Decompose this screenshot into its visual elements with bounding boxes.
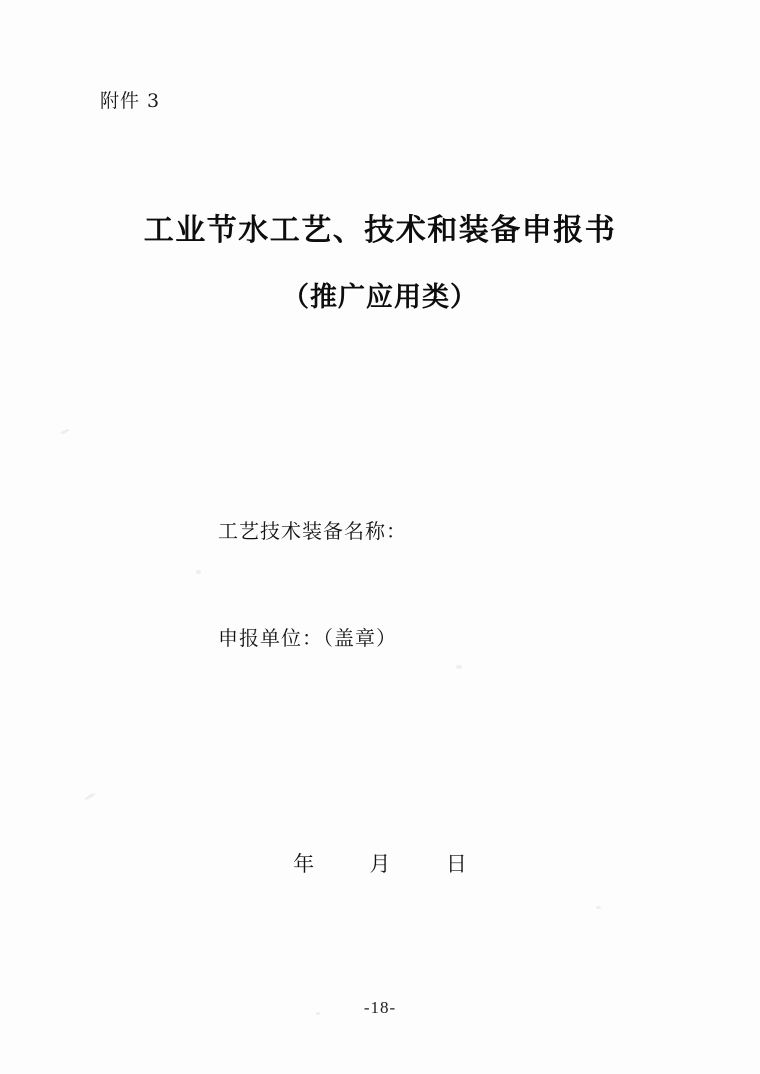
field-technology-name-label: 工艺技术装备名称： xyxy=(218,519,407,543)
page-subtitle: （推广应用类） xyxy=(282,282,478,313)
page-number: -18- xyxy=(363,998,397,1017)
date-month-label: 月 xyxy=(369,852,391,876)
scan-artifact xyxy=(456,665,462,669)
scan-artifact xyxy=(84,792,96,801)
date-line xyxy=(0,848,760,878)
scan-artifact xyxy=(60,428,70,435)
scan-artifact xyxy=(196,570,201,574)
scan-artifact xyxy=(596,906,601,909)
attachment-label: 附件 3 xyxy=(100,90,161,112)
page-title: 工业节水工艺、技术和装备申报书 xyxy=(143,213,617,248)
field-applicant-unit-label: 申报单位：（盖章） xyxy=(218,626,397,650)
date-year-label: 年 xyxy=(293,852,315,876)
date-day-label: 日 xyxy=(445,852,467,876)
